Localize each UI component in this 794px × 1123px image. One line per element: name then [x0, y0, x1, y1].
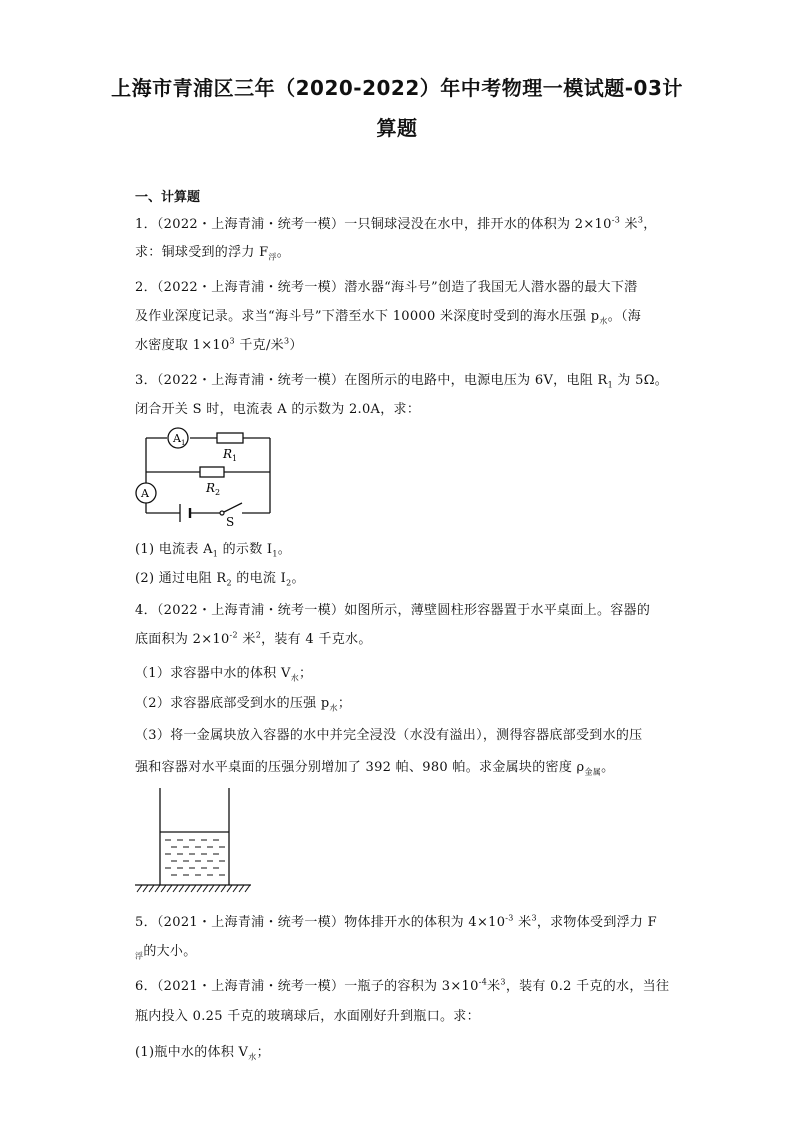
water-dashes [165, 840, 225, 875]
hatch-line [233, 885, 238, 892]
q2-line3: 水密度取 $1\times 10^3$ 千克/米$^3$） [135, 336, 303, 353]
q4-line2: 底面积为 $2\times 10^{-2}$ 米$^2$，装有 4 千克水。 [135, 630, 372, 647]
q3-line1: 3．（2022・上海青浦・统考一模）在图所示的电路中，电源电压为 6V，电阻 $R_1$ 为 5Ω。 [135, 373, 669, 390]
q2-line2: 及作业深度记录。求当“海斗号”下潜至水下 10000 米深度时受到的海水压强 $p_水$。（海 [135, 309, 642, 326]
hatch-line [209, 885, 214, 892]
document-title-line1: 上海市青浦区三年（2020-2022）年中考物理一模试题-03计 [111, 76, 683, 100]
q6-sub1: (1)瓶中水的体积 $V_水$； [135, 1045, 270, 1062]
q4-line1: 4．（2022・上海青浦・统考一模）如图所示，薄壁圆柱形容器置于水平桌面上。容器的 [135, 603, 651, 618]
hatch-line [173, 885, 178, 892]
hatch-line [161, 885, 166, 892]
q3-line2: 闭合开关 S 时，电流表 A 的示数为 2.0A，求： [135, 402, 421, 417]
circuit-diagram [130, 425, 280, 530]
q2-line1: 2．（2022・上海青浦・统考一模）潜水器“海斗号”创造了我国无人潜水器的最大下潜 [135, 280, 638, 295]
hatch-line [185, 885, 190, 892]
q3-sub1: (1) 电流表 $A_1$ 的示数 $I_1$。 [135, 542, 292, 559]
hatch-line [143, 885, 148, 892]
hatch-line [239, 885, 244, 892]
hatch-line [149, 885, 154, 892]
q4-sub2: （2）求容器底部受到水的压强 $p_水$； [135, 696, 352, 713]
q6-line2: 瓶内投入 0.25 千克的玻璃球后，水面刚好升到瓶口。求： [135, 1009, 480, 1024]
q1-line2: 求：铜球受到的浮力 $F_浮$。 [135, 245, 291, 262]
hatch-line [203, 885, 208, 892]
hatch-line [197, 885, 202, 892]
q4-sub3-line1: （3）将一金属块放入容器的水中并完全浸没（水没有溢出），测得容器底部受到水的压 [135, 728, 643, 743]
resistor-r2-label: $R_2$ [206, 481, 221, 497]
q5-line1: 5．（2021・上海青浦・统考一模）物体排开水的体积为 $4\times 10^{-3}$ 米$^3$，求物体受到浮力 F [135, 913, 657, 930]
q4-sub3-line2: 强和容器对水平桌面的压强分别增加了 392 帕、980 帕。求金属块的密度 $\rho_{金属}$。 [135, 760, 615, 777]
q3-sub2: (2) 通过电阻 $R_2$ 的电流 $I_2$。 [135, 571, 305, 588]
container-diagram [133, 788, 253, 898]
hatch-line [191, 885, 196, 892]
q6-line1: 6．（2021・上海青浦・统考一模）一瓶子的容积为 $3\times 10^{-4}$米$^3$，装有 0.2 千克的水，当往 [135, 977, 670, 994]
resistor-r1-label: $R_1$ [223, 447, 238, 463]
table-hatching [137, 885, 250, 892]
hatch-line [221, 885, 226, 892]
document-title-line2: 算题 [376, 116, 418, 140]
hatch-line [155, 885, 160, 892]
switch-contact-left [220, 511, 224, 515]
hatch-line [167, 885, 172, 892]
q5-line2: $_浮$的大小。 [135, 944, 197, 961]
hatch-line [215, 885, 220, 892]
q1-line1: 1．（2022・上海青浦・统考一模）一只铜球浸没在水中，排开水的体积为 $2\times 10^{-3}$ 米$^3$， [135, 215, 657, 232]
hatch-line [245, 885, 250, 892]
ammeter-a1-label: $A_1$ [173, 432, 186, 447]
switch-lever [224, 503, 242, 512]
hatch-line [137, 885, 142, 892]
ammeter-a-label: A [141, 487, 149, 500]
hatch-line [227, 885, 232, 892]
switch-label: S [226, 515, 235, 529]
resistor-r1 [217, 433, 243, 443]
hatch-line [179, 885, 184, 892]
section-heading: 一、计算题 [135, 190, 201, 205]
q4-sub1: （1）求容器中水的体积 $V_水$； [135, 666, 313, 683]
resistor-r2 [200, 467, 224, 477]
